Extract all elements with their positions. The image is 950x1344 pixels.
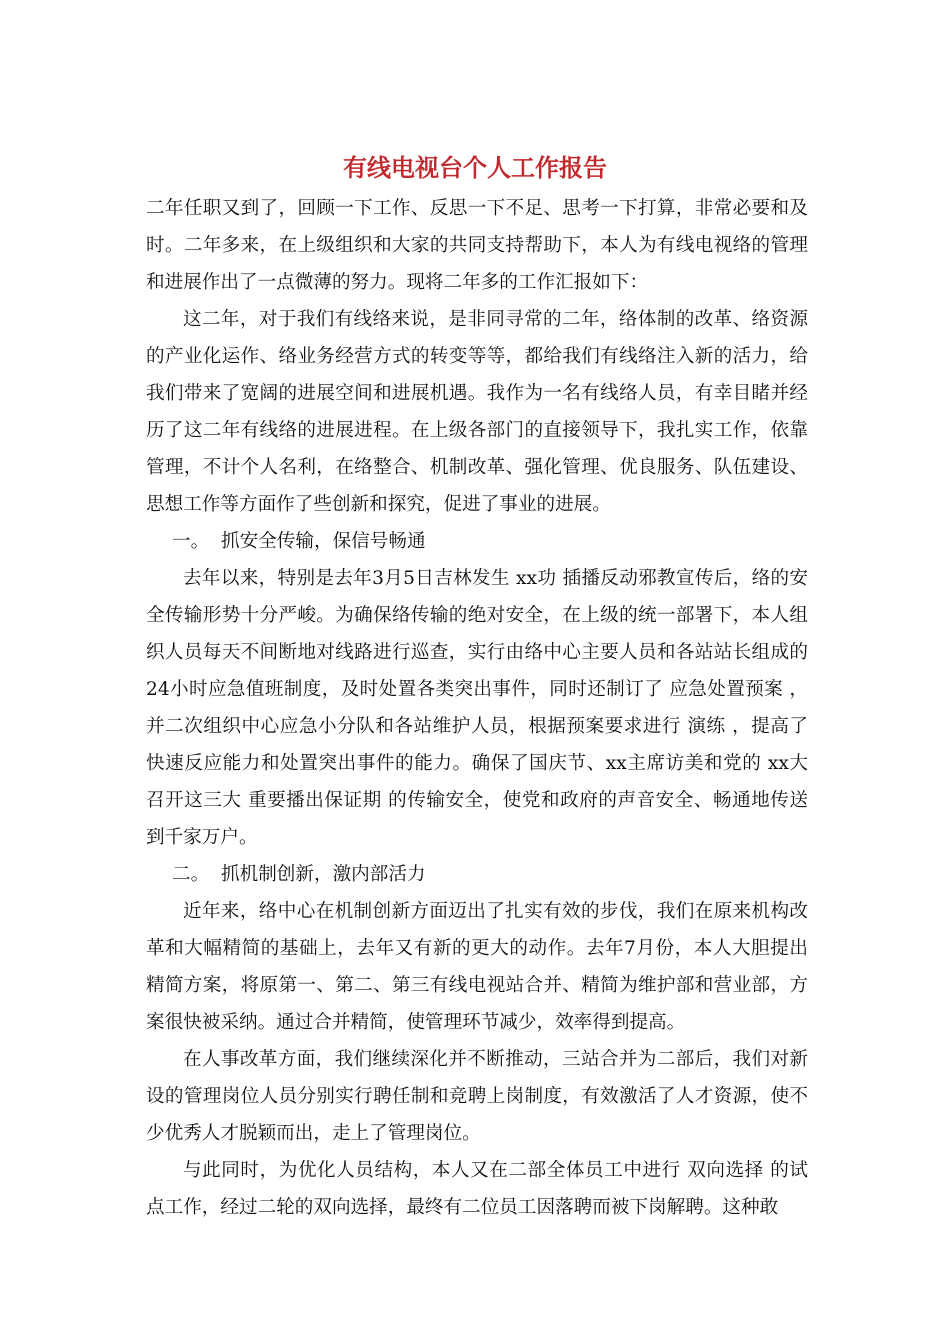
body-paragraph: 近年来，络中心在机制创新方面迈出了扎实有效的步伐，我们在原来机构改革和大幅精简的基础上，去年又有新的更大的动作。去年7月份，本人大胆提出精简方案，将原第一、第二、第三有线电视站合并、精简为维护部和营业部，方案很快被采纳。通过合并精简，使管理环节减少，效率得到提高。 [146, 901, 808, 1033]
body-paragraph: 在人事改革方面，我们继续深化并不断推动，三站合并为二部后，我们对新设的管理岗位人员分别实行聘任制和竞聘上岗制度，有效激活了人才资源，使不少优秀人才脱颖而出，走上了管理岗位。 [146, 1049, 808, 1144]
document-title: 有线电视台个人工作报告 [343, 153, 607, 182]
body-paragraph: 去年以来，特别是去年3月5日吉林发生 xx功 插播反动邪教宣传后，络的安全传输形势十分严峻。为确保络传输的绝对安全，在上级的统一部署下，本人组织人员每天不间断地对线路进行巡查，实行由络中心主要人员和各站站长组成的24小时应急值班制度，及时处置各类突出事件，同时还制订了 应急处置预案 ，并二次组织中心应急小分队和各站维护人员，根据预案要求进行 演练 ，提高了快速反应能力和处置突出事件的能力。确保了国庆节、xx主席访美和党的 xx大 召开这三大 重要播出保证期 的传输安全，使党和政府的声音安全、畅通地传送到千家万户。 [146, 568, 808, 848]
body-paragraph: 与此同时，为优化人员结构，本人又在二部全体员工中进行 双向选择 的试点工作，经过二轮的双向选择，最终有二位员工因落聘而被下岗解聘。这种敢 [146, 1160, 808, 1218]
body-paragraph: 这二年，对于我们有线络来说，是非同寻常的二年，络体制的改革、络资源的产业化运作、络业务经营方式的转变等等，都给我们有线络注入新的活力，给我们带来了宽阔的进展空间和进展机遇。我作为一名有线络人员，有幸目睹并经历了这二年有线络的进展进程。在上级各部门的直接领导下，我扎实工作，依靠管理，不计个人名利，在络整合、机制改革、强化管理、优良服务、队伍建设、思想工作等方面作了些创新和探究，促进了事业的进展。 [146, 309, 808, 515]
section-heading-1: 一。 抓安全传输，保信号畅通 [172, 531, 426, 552]
intro-paragraph: 二年任职又到了，回顾一下工作、反思一下不足、思考一下打算，非常必要和及时。二年多来，在上级组织和大家的共同支持帮助下，本人为有线电视络的管理和进展作出了一点微薄的努力。现将二年多的工作汇报如下： [146, 198, 808, 293]
section-heading-2: 二。 抓机制创新，激内部活力 [172, 864, 426, 885]
document-body [146, 190, 808, 1226]
